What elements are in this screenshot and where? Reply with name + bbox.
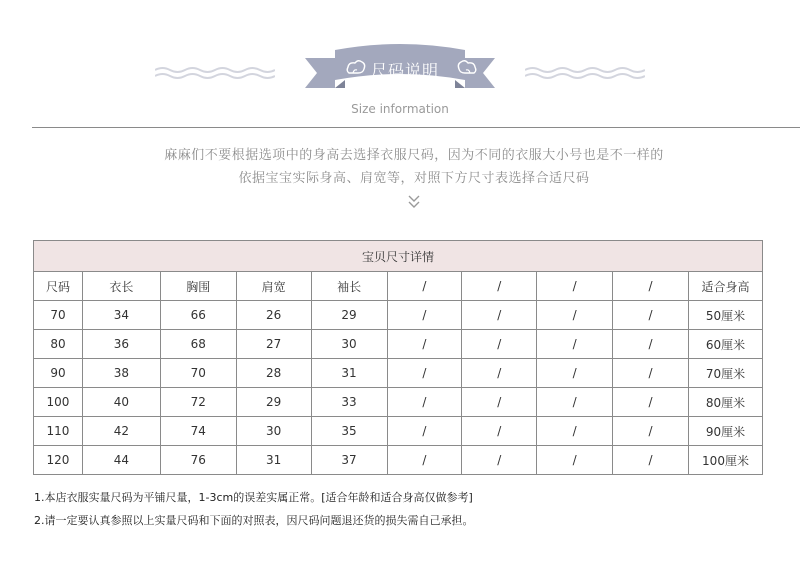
table-cell: 30 (236, 417, 311, 446)
cloud-icon-left (345, 58, 367, 78)
table-row (34, 330, 763, 359)
table-cell: 80厘米 (689, 388, 763, 417)
table-cell: / (387, 330, 462, 359)
table-cell: / (387, 301, 462, 330)
double-chevron-down-icon (407, 193, 421, 211)
table-cell: 37 (311, 446, 387, 475)
column-header: 尺码 (34, 272, 83, 301)
table-cell: 29 (236, 388, 311, 417)
column-header: 肩宽 (236, 272, 311, 301)
table-cell: 90 (34, 359, 83, 388)
table-cell: 60厘米 (689, 330, 763, 359)
table-cell: 40 (82, 388, 160, 417)
table-row (34, 446, 763, 475)
banner-title: 尺码说明 (370, 61, 439, 80)
table-row (34, 301, 763, 330)
table-cell: / (613, 446, 689, 475)
table-cell: 34 (82, 301, 160, 330)
table-cell: 68 (160, 330, 236, 359)
table-cell: 35 (311, 417, 387, 446)
table-cell: / (462, 301, 537, 330)
table-cell: 26 (236, 301, 311, 330)
table-cell: 70厘米 (689, 359, 763, 388)
table-cell: / (613, 301, 689, 330)
table-cell: / (387, 388, 462, 417)
table-cell: / (462, 359, 537, 388)
table-cell: / (537, 301, 613, 330)
table-cell: 44 (82, 446, 160, 475)
table-cell: 30 (311, 330, 387, 359)
table-cell: 36 (82, 330, 160, 359)
column-header: / (462, 272, 537, 301)
table-cell: / (613, 388, 689, 417)
table-cell: 70 (34, 301, 83, 330)
table-cell: / (537, 359, 613, 388)
table-cell: 31 (236, 446, 311, 475)
subtitle: Size information (351, 102, 449, 116)
divider-line (32, 127, 800, 128)
note-1: 1.本店衣服实量尺码为平铺尺量，1-3cm的误差实属正常。[适合年龄和适合身高仅做参考] (34, 491, 473, 504)
table-header-row (34, 272, 763, 301)
table-cell: 72 (160, 388, 236, 417)
column-header: / (613, 272, 689, 301)
table-row (34, 417, 763, 446)
table-cell: / (613, 330, 689, 359)
table-cell: 42 (82, 417, 160, 446)
column-header: 适合身高 (689, 272, 763, 301)
table-cell: 50厘米 (689, 301, 763, 330)
table-cell: 80 (34, 330, 83, 359)
table-cell: 27 (236, 330, 311, 359)
cloud-icon-right (456, 58, 478, 78)
table-cell: 38 (82, 359, 160, 388)
table-cell: 90厘米 (689, 417, 763, 446)
table-cell: 120 (34, 446, 83, 475)
column-header: 衣长 (82, 272, 160, 301)
note-2: 2.请一定要认真参照以上实量尺码和下面的对照表，因尺码问题退还货的损失需自己承担。 (34, 514, 474, 527)
table-cell: 110 (34, 417, 83, 446)
table-cell: 66 (160, 301, 236, 330)
table-cell: 76 (160, 446, 236, 475)
wavy-line-left (155, 66, 275, 80)
table-cell: / (387, 446, 462, 475)
table-cell: 74 (160, 417, 236, 446)
table-cell: / (537, 446, 613, 475)
table-cell: / (462, 417, 537, 446)
table-cell: 100 (34, 388, 83, 417)
table-cell: 29 (311, 301, 387, 330)
table-cell: 33 (311, 388, 387, 417)
table-cell: 31 (311, 359, 387, 388)
column-header: 袖长 (311, 272, 387, 301)
table-cell: / (537, 330, 613, 359)
table-row (34, 359, 763, 388)
table-cell: / (537, 417, 613, 446)
table-cell: 70 (160, 359, 236, 388)
size-table (33, 240, 763, 475)
table-title: 宝贝尺寸详情 (34, 241, 763, 272)
column-header: / (537, 272, 613, 301)
column-header: / (387, 272, 462, 301)
table-cell: / (462, 330, 537, 359)
table-cell: / (613, 359, 689, 388)
column-header: 胸围 (160, 272, 236, 301)
table-cell: / (387, 359, 462, 388)
table-row (34, 388, 763, 417)
table-cell: / (462, 388, 537, 417)
table-cell: / (537, 388, 613, 417)
table-cell: / (387, 417, 462, 446)
table-cell: 28 (236, 359, 311, 388)
intro-line-2: 依据宝宝实际身高、肩宽等，对照下方尺寸表选择合适尺码 (238, 171, 590, 186)
table-cell: 100厘米 (689, 446, 763, 475)
table-cell: / (613, 417, 689, 446)
wavy-line-right (525, 66, 645, 80)
table-cell: / (462, 446, 537, 475)
intro-line-1: 麻麻们不要根据选项中的身高去选择衣服尺码，因为不同的衣服大小号也是不一样的 (164, 148, 664, 163)
